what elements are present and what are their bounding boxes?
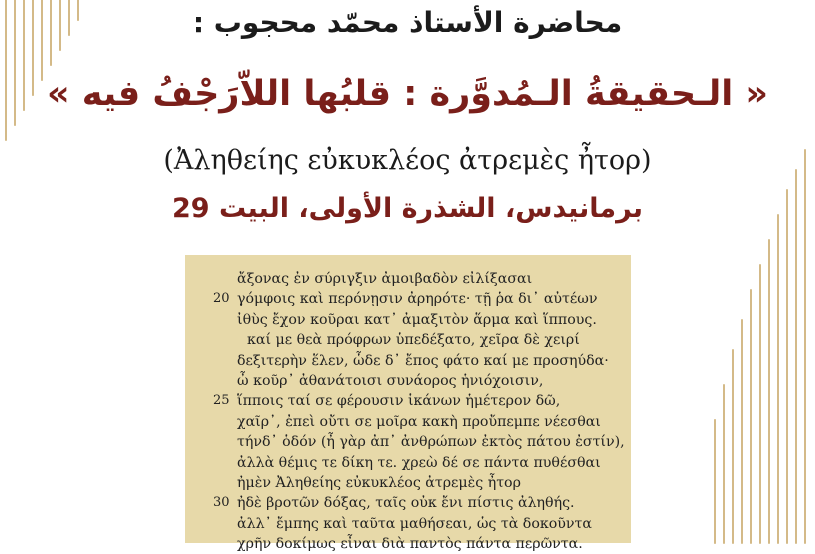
line-text: γόμφοις καὶ περόνῃσιν ἀρηρότε· τῇ ῥα δι᾽ αὐτέων xyxy=(237,291,598,308)
line-number: 30 xyxy=(213,495,230,511)
source-reference: برمانيدس، الشذرة الأولى، البيت 29 xyxy=(171,193,644,224)
line-text: ὦ κοῦρ᾽ ἀθανάτοισι συνάορος ἡνιόχοισιν, xyxy=(237,373,544,389)
excerpt-line xyxy=(185,432,631,452)
excerpt-line xyxy=(185,310,631,330)
line-text: τήνδ᾽ ὁδόν (ἦ γὰρ ἀπ᾽ ἀνθρώπων ἐκτὸς πάτου ἐστίν), xyxy=(237,434,625,451)
excerpt-line xyxy=(185,269,631,289)
line-text: ἠμὲν Ἀληθείης εὐκυκλέος ἀτρεμὲς ἦτορ xyxy=(237,475,521,491)
line-text: ἄξονας ἐν σύριγξιν ἀμοιβαδὸν εἰλίξασαι xyxy=(237,271,533,287)
excerpt-line xyxy=(185,534,631,554)
excerpt-line xyxy=(185,371,631,391)
excerpt-line xyxy=(185,493,631,513)
excerpt-line xyxy=(185,391,631,411)
excerpt-line xyxy=(185,514,631,534)
excerpt-line xyxy=(185,330,631,350)
line-text: ἵπποις ταί σε φέρουσιν ἱκάνων ἡμέτερον δῶ, xyxy=(237,393,561,410)
excerpt-line xyxy=(185,412,631,432)
excerpt-line xyxy=(185,351,631,371)
line-number: 20 xyxy=(213,291,230,307)
greek-title: (Ἀληθείης εὐκυκλέος ἀτρεμὲς ἦτορ) xyxy=(163,145,652,176)
lecture-title: « الـحقيقةُ الـمُدوَّرة : قلبُها اللاّرَجْفُ فيه » xyxy=(46,74,769,114)
line-text: χρῆν δοκίμως εἶναι διὰ παντὸς πάντα περῶντα. xyxy=(237,536,583,553)
lecture-heading: محاضرة الأستاذ محمّد محجوب : xyxy=(192,6,623,39)
excerpt-line xyxy=(185,453,631,473)
line-text: ἠδὲ βροτῶν δόξας, ταῖς οὐκ ἔνι πίστις ἀληθής. xyxy=(237,495,575,512)
line-text: δεξιτερὴν ἕλεν, ὧδε δ᾽ ἔπος φάτο καί με προσηύδα· xyxy=(237,352,609,369)
line-text: ἀλλὰ θέμις τε δίκη τε. χρεὼ δέ σε πάντα πυθέσθαι xyxy=(237,454,601,471)
excerpt-line xyxy=(185,473,631,493)
greek-text-excerpt xyxy=(185,255,631,553)
line-text: ἀλλ᾽ ἔμπης καὶ ταῦτα μαθήσεαι, ὡς τὰ δοκοῦντα xyxy=(237,515,592,532)
excerpt-line xyxy=(185,289,631,309)
line-text: καί με θεὰ πρόφρων ὑπεδέξατο, χεῖρα δὲ χειρί xyxy=(247,332,580,349)
line-number: 25 xyxy=(213,393,230,409)
line-text: χαῖρ᾽, ἐπεὶ οὔτι σε μοῖρα κακὴ προὔπεμπε νέεσθαι xyxy=(237,413,601,430)
line-text: ἰθὺς ἔχον κοῦραι κατ᾽ ἀμαξιτὸν ἅρμα καὶ ἵππους. xyxy=(237,311,597,328)
